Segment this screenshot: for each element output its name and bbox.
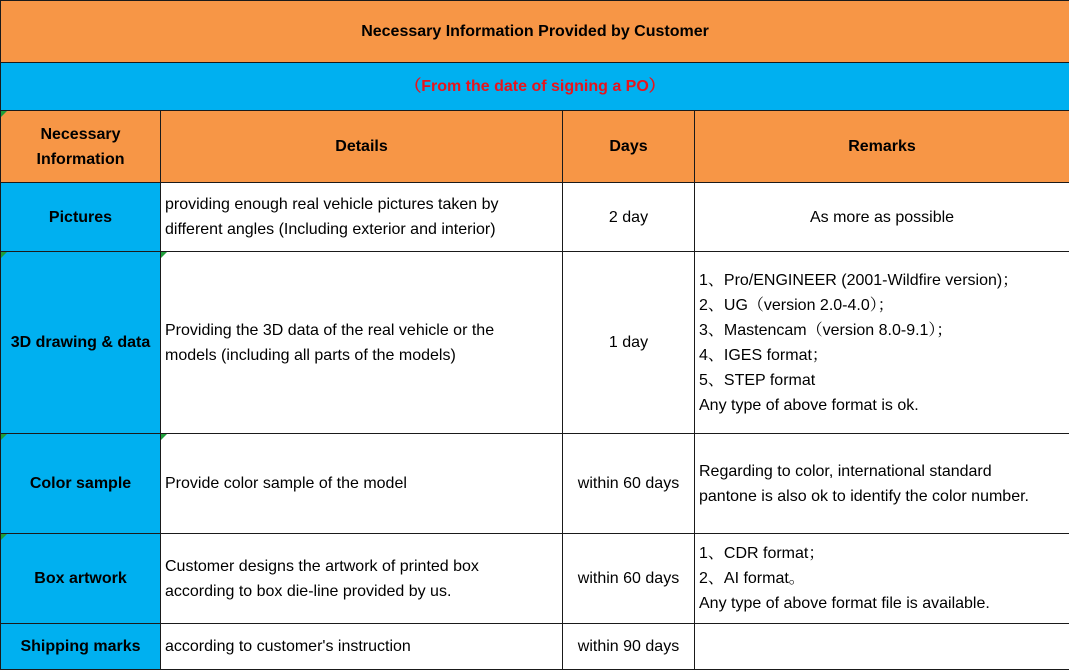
remarks-line: Regarding to color, international standard bbox=[699, 459, 1065, 484]
row-label-pictures[interactable]: Pictures bbox=[1, 183, 161, 252]
details-line: according to customer's instruction bbox=[165, 634, 558, 659]
row-remarks[interactable] bbox=[695, 252, 1069, 434]
remarks-line: 2、UG（version 2.0-4.0）； bbox=[699, 293, 1065, 318]
row-days[interactable]: 2 day bbox=[563, 183, 695, 252]
row-days[interactable]: within 90 days bbox=[563, 624, 695, 670]
details-line: models (including all parts of the models) bbox=[165, 343, 558, 368]
row-remarks[interactable] bbox=[695, 434, 1069, 534]
remarks-line: pantone is also ok to identify the color number. bbox=[699, 484, 1065, 509]
table-row bbox=[1, 534, 1069, 624]
header-remarks[interactable]: Remarks bbox=[695, 111, 1069, 183]
row-label-shipping-marks[interactable]: Shipping marks bbox=[1, 624, 161, 670]
cell-marker-icon bbox=[161, 434, 167, 440]
row-remarks-empty[interactable] bbox=[695, 624, 1069, 670]
details-line: providing enough real vehicle pictures taken by bbox=[165, 192, 558, 217]
cell-marker-icon bbox=[1, 434, 7, 440]
table-title[interactable]: Necessary Information Provided by Customer bbox=[1, 1, 1069, 63]
row-remarks[interactable] bbox=[695, 183, 1069, 252]
row-days[interactable]: 1 day bbox=[563, 252, 695, 434]
table-row bbox=[1, 252, 1069, 434]
remarks-line: 3、Mastencam（version 8.0-9.1）； bbox=[699, 318, 1065, 343]
remarks-line: 4、IGES format； bbox=[699, 343, 1065, 368]
header-info-line1: Necessary bbox=[5, 122, 156, 147]
cell-marker-icon bbox=[1, 252, 7, 258]
details-line: Customer designs the artwork of printed box bbox=[165, 554, 558, 579]
header-days[interactable]: Days bbox=[563, 111, 695, 183]
row-details[interactable] bbox=[161, 624, 563, 670]
row-details[interactable] bbox=[161, 434, 563, 534]
remarks-line: 1、CDR format； bbox=[699, 541, 1065, 566]
header-necessary-information[interactable] bbox=[1, 111, 161, 183]
row-days[interactable]: within 60 days bbox=[563, 434, 695, 534]
row-details[interactable] bbox=[161, 252, 563, 434]
row-label-3d-drawing[interactable]: 3D drawing & data bbox=[1, 252, 161, 434]
table-row bbox=[1, 624, 1069, 670]
details-line: Providing the 3D data of the real vehicle or the bbox=[165, 318, 558, 343]
row-label-box-artwork[interactable]: Box artwork bbox=[1, 534, 161, 624]
table-row bbox=[1, 434, 1069, 534]
details-line: different angles (Including exterior and interior) bbox=[165, 217, 558, 242]
row-details[interactable] bbox=[161, 183, 563, 252]
cell-marker-icon bbox=[1, 111, 7, 117]
header-details[interactable]: Details bbox=[161, 111, 563, 183]
header-info-line2: Information bbox=[5, 147, 156, 172]
row-label-color-sample[interactable]: Color sample bbox=[1, 434, 161, 534]
remarks-line: 5、STEP format bbox=[699, 368, 1065, 393]
remarks-line: Any type of above format is ok. bbox=[699, 393, 1065, 418]
row-details[interactable] bbox=[161, 534, 563, 624]
row-days[interactable]: within 60 days bbox=[563, 534, 695, 624]
table-row bbox=[1, 183, 1069, 252]
header-row bbox=[1, 111, 1069, 183]
remarks-line: Any type of above format file is available. bbox=[699, 591, 1065, 616]
note-row bbox=[1, 63, 1069, 111]
cell-marker-icon bbox=[161, 252, 167, 258]
date-note[interactable]: （From the date of signing a PO） bbox=[1, 63, 1069, 111]
remarks-line: As more as possible bbox=[699, 205, 1065, 230]
title-row bbox=[1, 1, 1069, 63]
remarks-line: 1、Pro/ENGINEER (2001-Wildfire version)； bbox=[699, 268, 1065, 293]
cell-marker-icon bbox=[1, 534, 7, 540]
remarks-line: 2、AI format。 bbox=[699, 566, 1065, 591]
details-line: according to box die-line provided by us. bbox=[165, 579, 558, 604]
row-remarks[interactable] bbox=[695, 534, 1069, 624]
details-line: Provide color sample of the model bbox=[165, 471, 558, 496]
